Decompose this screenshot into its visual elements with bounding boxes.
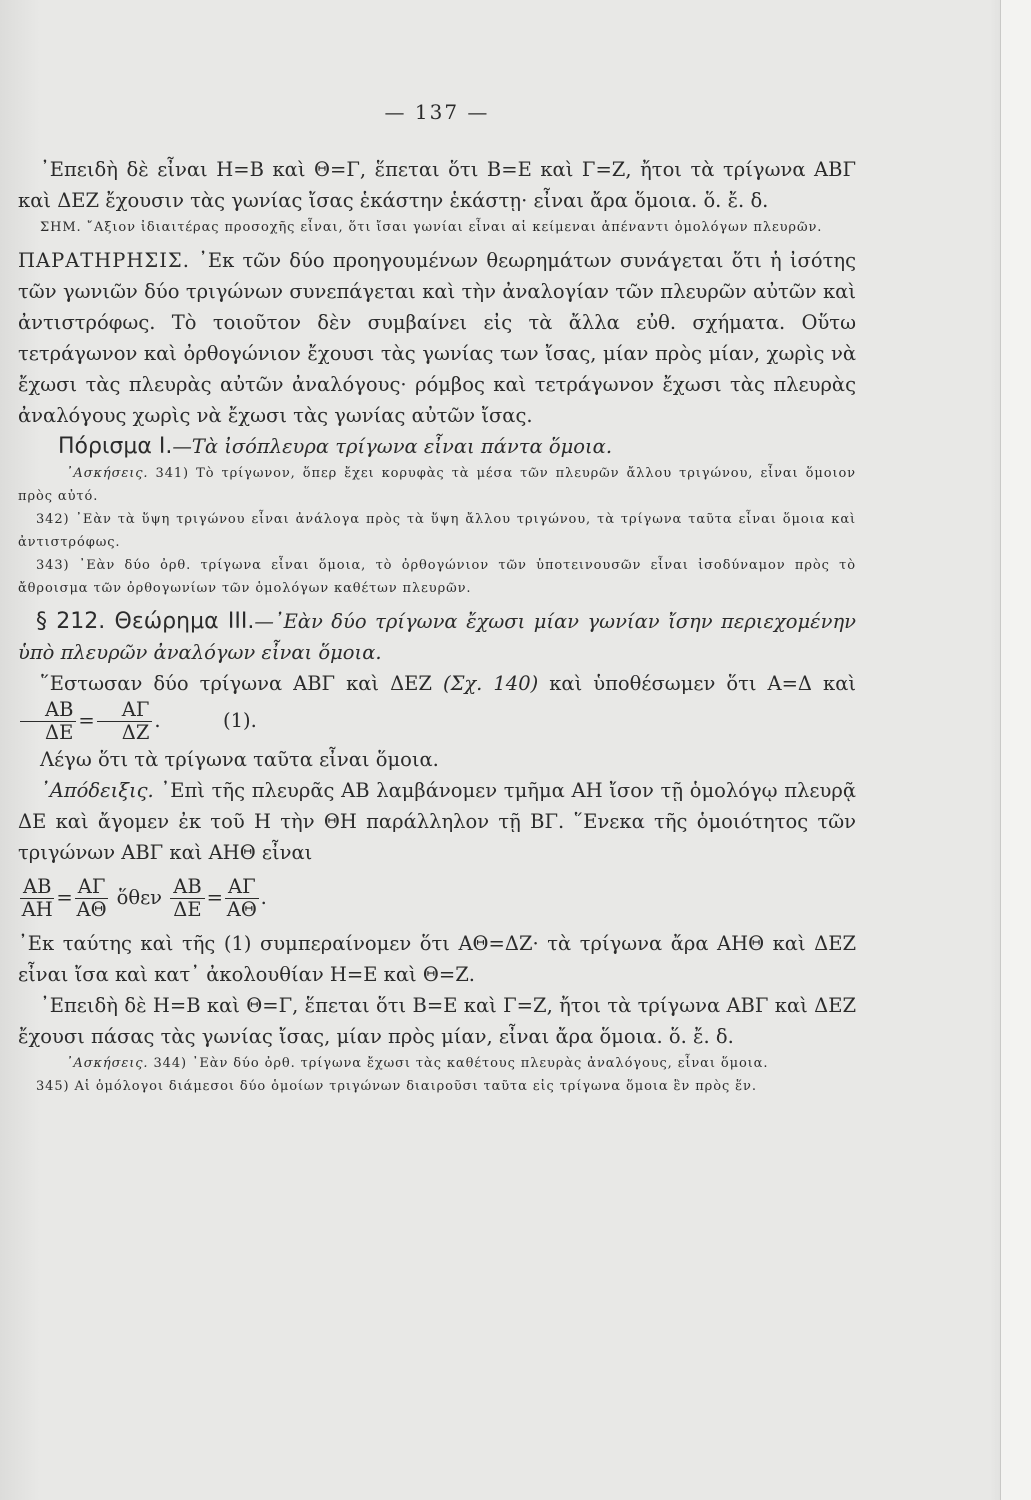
proof-label: ᾿Απόδειξις. bbox=[40, 779, 154, 802]
exercise-345: 345) Αἱ ὁμόλογοι διάμεσοι δύο ὁμοίων τριγώνων διαιροῦσι ταῦτα εἰς τρίγωνα ὅμοια ἓν πρὸς ἕν. bbox=[36, 1079, 757, 1094]
proportion-line: $\frac{AB}{AH}$ = $\frac{A\Gamma}{A\Theta}$ ὅθεν $\frac{AB}{\Delta E}$ = $\frac{A\Gamma}{A\Theta}$ . bbox=[21, 875, 267, 921]
exercise-344-text: 344) ᾿Εὰν δύο ὀρθ. τρίγωνα ἔχωσι τὰς καθέτους πλευρὰς ἀναλόγους, εἶναι ὅμοια. bbox=[153, 1056, 769, 1071]
fraction-ab-ah: $\frac{AB}{AH}$ bbox=[21, 875, 53, 921]
exercise-342: 342) ᾿Εὰν τὰ ὕψη τριγώνου εἶναι ἀνάλογα πρὸς τὰ ὕψη ἄλλου τριγώνου, τὰ τρίγωνα ταῦτα εἶναι ὅμοια καὶ ἀντιστρόφως. bbox=[18, 512, 856, 550]
fraction-ag-ath-2: $\frac{A\Gamma}{A\Theta}$ bbox=[226, 875, 257, 921]
hypothesis-text-b: καὶ ὑποθέσωμεν ὅτι Α=Δ καὶ bbox=[549, 672, 857, 695]
exercise-343: 343) ᾿Εὰν δύο ὀρθ. τρίγωνα εἶναι ὅμοια, τὸ ὀρθογώνιον τῶν ὑποτεινουσῶν εἶναι ἰσοδύναμον πρὸς τὸ ἄθροισμα τῶν ὀρθογωνίων τῶν ὁμολόγων καθέτων πλευρῶν. bbox=[18, 558, 856, 596]
proof bbox=[18, 775, 856, 868]
remark-note bbox=[18, 216, 856, 239]
fraction-ag-ath: $\frac{A\Gamma}{A\Theta}$ bbox=[76, 875, 107, 921]
figure-ref: (Σχ. 140) bbox=[442, 672, 539, 695]
page-text bbox=[18, 100, 856, 1098]
fraction-ab-de: $\frac{AB}{\Delta E}$ bbox=[20, 699, 76, 744]
claim: Λέγω ὅτι τὰ τρίγωνα ταῦτα εἶναι ὅμοια. bbox=[40, 748, 439, 771]
exercise-341-text: 341) Τὸ τρίγωνον, ὅπερ ἔχει κορυφὰς τὰ μέσα τῶν πλευρῶν ἄλλου τριγώνου, εἶναι ὅμοιον πρὸς αὐτό. bbox=[18, 466, 856, 504]
observation-label: ΠΑΡΑΤΗΡΗΣΙΣ. bbox=[18, 249, 190, 272]
equation-label: (1). bbox=[223, 709, 257, 732]
corollary-text: —Τὰ ἰσόπλευρα τρίγωνα εἶναι πάντα ὅμοια. bbox=[172, 435, 613, 458]
proof-conclusion: ᾿Εκ ταύτης καὶ τῆς (1) συμπεραίνομεν ὅτι ΑΘ=ΔΖ· τὰ τρίγωνα ἄρα ΑΗΘ καὶ ΔΕΖ εἶναι ἴσα καὶ κατ᾿ ἀκολουθίαν Η=Ε καὶ Θ=Ζ. bbox=[18, 932, 856, 986]
hypothesis-text-a: ῞Εστωσαν δύο τρίγωνα ΑΒΓ καὶ ΔΕΖ bbox=[40, 672, 432, 695]
paragraph-conclusion: ᾿Επειδὴ δὲ εἶναι Η=Β καὶ Θ=Γ, ἕπεται ὅτι Β=Ε καὶ Γ=Ζ, ἤτοι τὰ τρίγωνα ΑΒΓ καὶ ΔΕΖ ἔχουσιν τὰς γωνίας ἴσας ἑκάστην ἑκάστῃ· εἶναι ἄρα ὅμοια. ὅ. ἔ. δ. bbox=[18, 158, 856, 212]
page-edge bbox=[1000, 0, 1031, 1500]
theorem-label: § 212. Θεώρημα ΙΙΙ. bbox=[36, 609, 255, 634]
corollary-label: Πόρισμα Ι. bbox=[58, 434, 173, 459]
exercises-label: ᾿Ασκήσεις. bbox=[66, 466, 149, 481]
proof-text: ᾿Επὶ τῆς πλευρᾶς ΑΒ λαμβάνομεν τμῆμα ΑΗ ἴσον τῇ ὁμολόγῳ πλευρᾷ ΔΕ καὶ ἄγομεν ἐκ τοῦ Η τὴν ΘΗ παράλληλον τῇ ΒΓ. ῞Ενεκα τῆς ὁμοιότητος τῶν τριγώνων ΑΒΓ καὶ ΑΗΘ εἶναι bbox=[18, 779, 857, 864]
hypothesis: ῞Εστωσαν δύο τρίγωνα ΑΒΓ καὶ ΔΕΖ (Σχ. 140) καὶ ὑποθέσωμεν ὅτι Α=Δ καὶ $\frac{AB}{\Delta E}$ = $\frac{A\Gamma}{\Delta Z}$ . (1). bbox=[18, 668, 856, 744]
exercise-341 bbox=[18, 462, 856, 508]
corollary bbox=[58, 431, 856, 462]
exercises-label-2: ᾿Ασκήσεις. bbox=[66, 1056, 149, 1071]
fraction-ag-dz: $\frac{A\Gamma}{\Delta Z}$ bbox=[97, 699, 153, 744]
theorem bbox=[18, 606, 856, 668]
observation-text: ᾿Εκ τῶν δύο προηγουμένων θεωρημάτων συνάγεται ὅτι ἡ ἰσότης τῶν γωνιῶν δύο τριγώνων συνεπάγεται καὶ τὴν ἀναλογίαν τῶν πλευρῶν αὐτῶν καὶ ἀντιστρόφως. Τὸ τοιοῦτον δὲν συμβαίνει εἰς τὰ ἄλλα εὐθ. σχήματα. Οὕτω τετράγωνον καὶ ὀρθογώνιον ἔχουσι τὰς γωνίας των ἴσας, μίαν πρὸς μίαν, χωρὶς νὰ ἔχωσι τὰς πλευρὰς αὐτῶν ἀναλόγους· ρόμβος καὶ τετράγωνον ἔχωσι τὰς πλευρὰς ἀναλόγους χωρὶς νὰ ἔχωσι τὰς γωνίας αὐτῶν ἴσας. bbox=[18, 249, 856, 427]
remark-text: ῎Αξιον ἰδιαιτέρας προσοχῆς εἶναι, ὅτι ἴσαι γωνίαι εἶναι αἱ κείμεναι ἀπέναντι ὁμολόγων πλευρῶν. bbox=[86, 220, 823, 235]
othen-word: ὅθεν bbox=[116, 886, 163, 909]
theorem-text: —᾿Εὰν δύο τρίγωνα ἔχωσι μίαν γωνίαν ἴσην περιεχομένην ὑπὸ πλευρῶν ἀναλόγων εἶναι ὅμοια. bbox=[18, 610, 856, 664]
final-paragraph: ᾿Επειδὴ δὲ Η=Β καὶ Θ=Γ, ἕπεται ὅτι Β=Ε καὶ Γ=Ζ, ἤτοι τὰ τρίγωνα ΑΒΓ καὶ ΔΕΖ ἔχουσι πάσας τὰς γωνίας ἴσας, μίαν πρὸς μίαν, εἶναι ἄρα ὅμοια. ὅ. ἔ. δ. bbox=[18, 994, 856, 1048]
page-number: — 137 — bbox=[384, 100, 490, 124]
exercise-344 bbox=[18, 1052, 856, 1075]
remark-label: ΣΗΜ. bbox=[40, 220, 82, 235]
observation bbox=[18, 245, 856, 431]
fraction-ab-de-2: $\frac{AB}{\Delta E}$ bbox=[170, 876, 204, 921]
